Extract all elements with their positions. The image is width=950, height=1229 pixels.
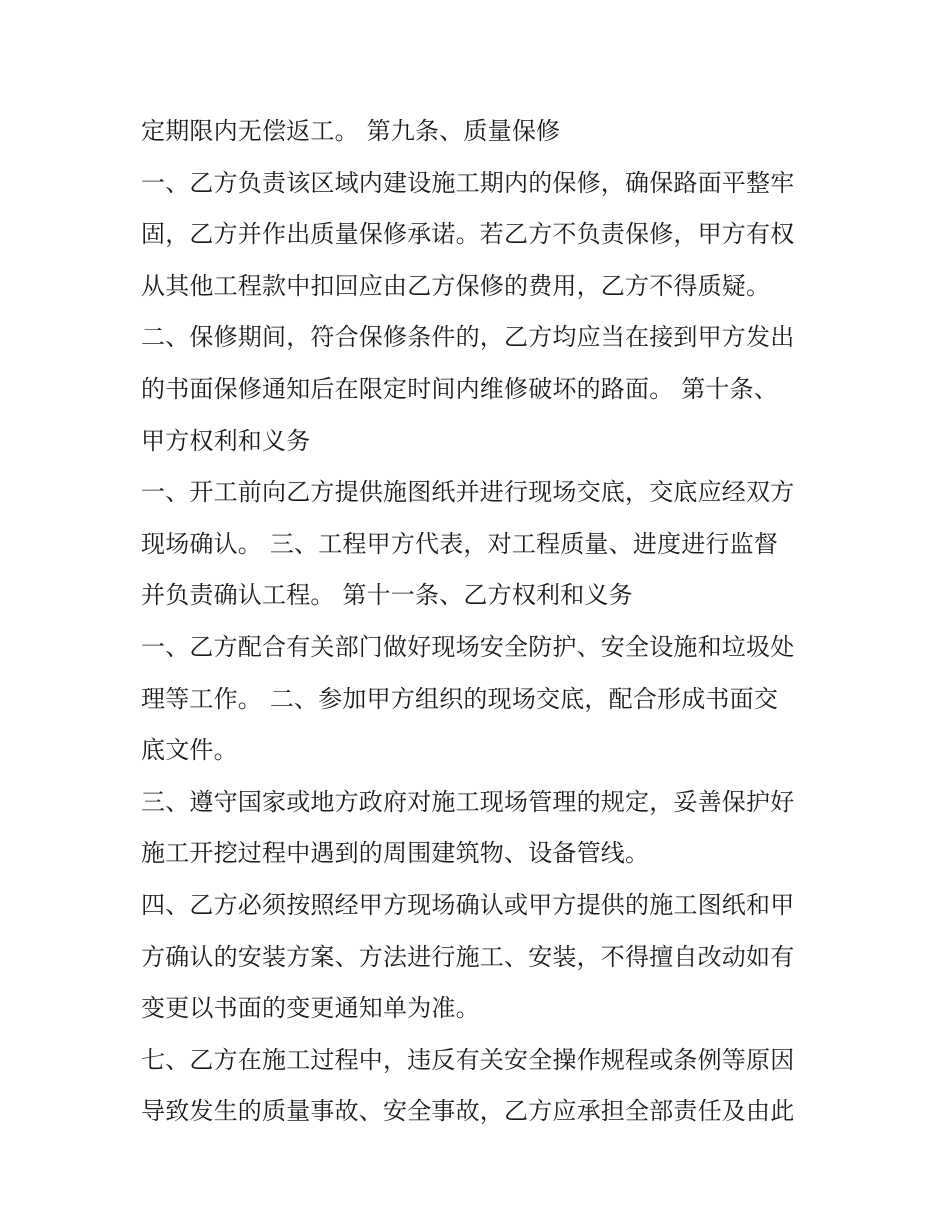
text-line: 底文件。: [141, 736, 238, 765]
text-line: 二、保修期间，符合保修条件的，乙方均应当在接到甲方发出: [141, 323, 795, 352]
text-line: 理等工作。 二、参加甲方组织的现场交底，配合形成书面交: [141, 684, 779, 713]
text-line: 施工开挖过程中遇到的周围建筑物、设备管线。: [141, 839, 650, 868]
text-line: 甲方权利和义务: [141, 426, 311, 455]
text-line: 方确认的安装方案、方法进行施工、安装，不得擅自改动如有: [141, 942, 795, 971]
text-line: 固，乙方并作出质量保修承诺。若乙方不负责保修，甲方有权: [141, 220, 795, 249]
text-line: 一、乙方配合有关部门做好现场安全防护、安全设施和垃圾处: [141, 632, 795, 661]
text-line: 的书面保修通知后在限定时间内维修破坏的路面。 第十条、: [141, 374, 779, 403]
text-line: 一、开工前向乙方提供施图纸并进行现场交底，交底应经双方: [141, 478, 795, 507]
text-line: 变更以书面的变更通知单为准。: [141, 994, 480, 1023]
text-line: 一、乙方负责该区域内建设施工期内的保修，确保路面平整牢: [141, 168, 795, 197]
text-line: 三、遵守国家或地方政府对施工现场管理的规定，妥善保护好: [141, 787, 795, 816]
text-line: 七、乙方在施工过程中，违反有关安全操作规程或条例等原因: [141, 1045, 795, 1074]
text-line: 并负责确认工程。 第十一条、乙方权利和义务: [141, 581, 633, 610]
text-line: 从其他工程款中扣回应由乙方保修的费用，乙方不得质疑。: [141, 271, 771, 300]
document-body: [141, 106, 821, 1138]
text-line: 四、乙方必须按照经甲方现场确认或甲方提供的施工图纸和甲: [141, 890, 795, 919]
text-line: 现场确认。 三、工程甲方代表，对工程质量、进度进行监督: [141, 529, 779, 558]
text-line: 导致发生的质量事故、安全事故，乙方应承担全部责任及由此: [141, 1097, 795, 1126]
text-line: 定期限内无偿返工。 第九条、质量保修: [141, 117, 561, 145]
